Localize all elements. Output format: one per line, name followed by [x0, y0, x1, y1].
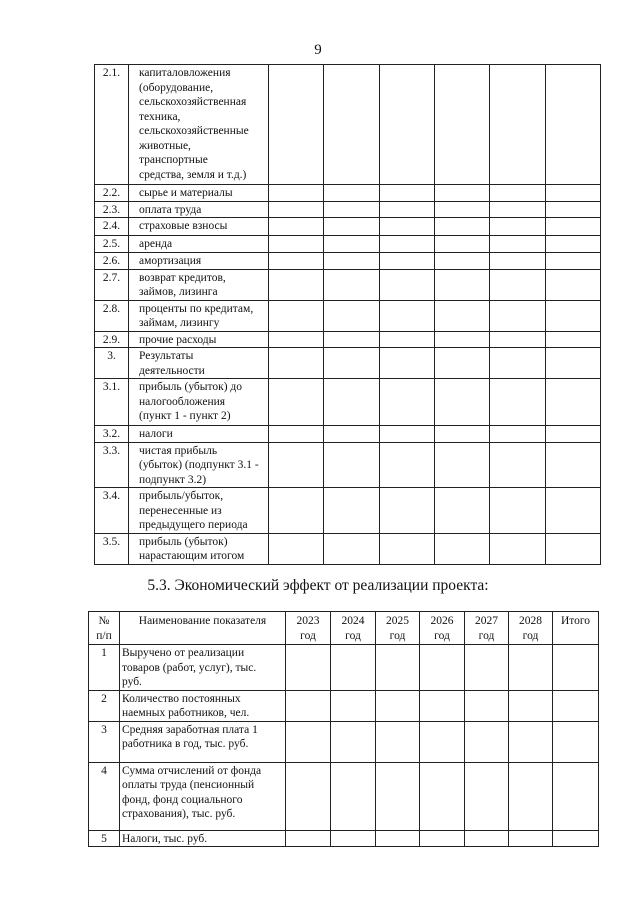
row-label-line: Налоги, тыс. руб.	[122, 832, 208, 845]
row-label-line: прочие расходы	[139, 333, 217, 346]
empty-cell	[269, 331, 324, 348]
empty-cell	[269, 218, 324, 236]
row-label-line: работника в год, тыс. руб.	[122, 738, 249, 750]
empty-cell	[546, 426, 601, 443]
row-number: 5	[89, 830, 120, 847]
header-year: 2026	[430, 615, 454, 627]
empty-cell	[380, 348, 435, 379]
row-label	[120, 645, 286, 691]
empty-cell	[324, 533, 380, 564]
row-number: 2.2.	[95, 185, 129, 202]
empty-cell	[380, 185, 435, 202]
table-row	[95, 185, 601, 202]
row-number: 2.7.	[95, 269, 129, 300]
empty-cell	[546, 218, 601, 236]
empty-cell	[465, 645, 509, 691]
empty-cell	[546, 201, 601, 218]
row-label-line: предыдущего периода	[139, 519, 248, 531]
empty-cell	[435, 442, 490, 488]
table-row	[95, 533, 601, 564]
empty-cell	[269, 533, 324, 564]
empty-cell	[380, 269, 435, 300]
empty-cell	[380, 533, 435, 564]
empty-cell	[490, 65, 546, 185]
empty-cell	[324, 488, 380, 534]
empty-cell	[465, 830, 509, 847]
table-row	[95, 488, 601, 534]
empty-cell	[376, 690, 420, 721]
empty-cell	[324, 269, 380, 300]
empty-cell	[490, 201, 546, 218]
empty-cell	[324, 426, 380, 443]
table-row	[89, 690, 599, 721]
empty-cell	[435, 379, 490, 426]
empty-cell	[380, 331, 435, 348]
empty-cell	[546, 253, 601, 270]
row-label	[129, 331, 269, 348]
empty-cell	[269, 379, 324, 426]
empty-cell	[435, 218, 490, 236]
row-number: 2.9.	[95, 331, 129, 348]
row-label	[129, 185, 269, 202]
row-number: 2.4.	[95, 218, 129, 236]
empty-cell	[324, 253, 380, 270]
empty-cell	[269, 348, 324, 379]
empty-cell	[380, 300, 435, 331]
empty-cell	[546, 300, 601, 331]
header-year: 2028	[519, 615, 542, 627]
empty-cell	[490, 426, 546, 443]
row-number: 3.	[95, 348, 129, 379]
empty-cell	[490, 218, 546, 236]
row-label	[129, 379, 269, 426]
empty-cell	[324, 185, 380, 202]
row-label	[120, 830, 286, 847]
empty-cell	[490, 379, 546, 426]
row-label-line: капиталовложения	[139, 67, 231, 79]
row-number: 3.4.	[95, 488, 129, 534]
empty-cell	[490, 488, 546, 534]
row-label-line: чистая прибыль	[139, 444, 218, 457]
page-number: 9	[314, 42, 322, 58]
row-label-line: фонд, фонд социального	[122, 793, 243, 806]
empty-cell	[420, 690, 465, 721]
row-label-line: наемных работников, чел.	[122, 707, 250, 719]
row-label-line: займам, лизингу	[139, 317, 220, 329]
empty-cell	[490, 253, 546, 270]
header-year: 2025	[386, 615, 409, 627]
empty-cell	[509, 762, 553, 830]
empty-cell	[269, 300, 324, 331]
empty-cell	[324, 236, 380, 253]
row-label-line: страховые взносы	[139, 220, 228, 232]
header-year-2025	[376, 612, 420, 645]
row-label-line: Сумма отчислений от фонда	[122, 764, 262, 777]
empty-cell	[286, 762, 331, 830]
table-row	[95, 253, 601, 270]
row-label-line: страхования), тыс. руб.	[122, 808, 236, 820]
empty-cell	[435, 236, 490, 253]
row-number: 3.3.	[95, 442, 129, 488]
empty-cell	[490, 236, 546, 253]
row-label-line: сельскохозяйственная	[139, 96, 247, 108]
row-label-line: товаров (работ, услуг), тыс.	[122, 661, 257, 674]
empty-cell	[465, 721, 509, 762]
empty-cell	[465, 690, 509, 721]
row-label-line: аренда	[139, 238, 173, 250]
economic-effect-table	[88, 611, 599, 847]
row-label-line: прибыль (убыток) до	[139, 381, 243, 393]
empty-cell	[286, 690, 331, 721]
row-label-line: транспортные	[139, 154, 208, 166]
row-label-line: сельскохозяйственные	[139, 125, 249, 137]
empty-cell	[435, 426, 490, 443]
header-year-2024	[331, 612, 376, 645]
row-label	[129, 201, 269, 218]
empty-cell	[376, 830, 420, 847]
row-number: 2.6.	[95, 253, 129, 270]
empty-cell	[490, 300, 546, 331]
row-label-line: перенесенные из	[139, 504, 222, 517]
row-label-line: (оборудование,	[139, 81, 214, 94]
row-number: 2.5.	[95, 236, 129, 253]
row-label-line: средства, земля и т.д.)	[139, 168, 247, 181]
row-label-line: возврат кредитов,	[139, 271, 226, 284]
row-label	[129, 426, 269, 443]
row-number: 3	[89, 721, 120, 762]
row-number: 3.1.	[95, 379, 129, 426]
row-label	[129, 218, 269, 236]
empty-cell	[553, 645, 599, 691]
empty-cell	[286, 830, 331, 847]
empty-cell	[380, 426, 435, 443]
row-number: 2	[89, 690, 120, 721]
empty-cell	[435, 201, 490, 218]
empty-cell	[269, 442, 324, 488]
table-row	[95, 331, 601, 348]
empty-cell	[331, 830, 376, 847]
empty-cell	[376, 762, 420, 830]
header-year-2027	[465, 612, 509, 645]
empty-cell	[553, 830, 599, 847]
row-number: 2.8.	[95, 300, 129, 331]
header-year-unit: год	[345, 629, 361, 642]
header-year: 2024	[341, 615, 365, 627]
empty-cell	[269, 201, 324, 218]
table-row	[95, 269, 601, 300]
header-year-unit: год	[434, 629, 450, 642]
row-label-line: Средняя заработная плата 1	[122, 723, 258, 736]
empty-cell	[546, 65, 601, 185]
section-subtitle: 5.3. Экономический эффект от реализации проекта:	[147, 577, 489, 594]
header-year: 2023	[296, 615, 320, 627]
empty-cell	[465, 762, 509, 830]
empty-cell	[269, 269, 324, 300]
row-label	[129, 488, 269, 534]
empty-cell	[435, 65, 490, 185]
empty-cell	[286, 645, 331, 691]
empty-cell	[546, 269, 601, 300]
row-label-line: прибыль/убыток,	[139, 490, 224, 502]
header-year-2023	[286, 612, 331, 645]
row-label	[129, 269, 269, 300]
table-row	[95, 236, 601, 253]
empty-cell	[420, 830, 465, 847]
empty-cell	[509, 830, 553, 847]
empty-cell	[546, 379, 601, 426]
table-row	[89, 645, 599, 691]
header-indicator-name: Наименование показателя	[120, 612, 286, 645]
empty-cell	[324, 65, 380, 185]
row-label	[129, 236, 269, 253]
empty-cell	[546, 533, 601, 564]
row-label-line: Выручено от реализации	[122, 647, 245, 659]
header-total: Итого	[553, 612, 599, 645]
row-label-line: прибыль (убыток)	[139, 535, 228, 548]
empty-cell	[380, 218, 435, 236]
empty-cell	[269, 236, 324, 253]
table-row	[89, 830, 599, 847]
empty-cell	[546, 331, 601, 348]
header-year-unit: год	[522, 629, 539, 642]
row-label-line: налоги	[139, 428, 173, 440]
empty-cell	[324, 201, 380, 218]
header-year-unit: год	[478, 629, 495, 642]
row-label	[120, 690, 286, 721]
row-label-line: нарастающим итогом	[139, 550, 245, 562]
empty-cell	[435, 533, 490, 564]
header-year-2026	[420, 612, 465, 645]
header-num-line: №	[98, 615, 110, 627]
row-label-line: проценты по кредитам,	[139, 302, 254, 315]
empty-cell	[324, 348, 380, 379]
table-row	[95, 379, 601, 426]
row-label-line: оплата труда	[139, 203, 202, 216]
empty-cell	[509, 721, 553, 762]
empty-cell	[490, 533, 546, 564]
table-row	[95, 65, 601, 185]
empty-cell	[435, 488, 490, 534]
table-row	[95, 218, 601, 236]
empty-cell	[380, 201, 435, 218]
header-year-2028	[509, 612, 553, 645]
row-label	[129, 442, 269, 488]
empty-cell	[269, 65, 324, 185]
empty-cell	[324, 218, 380, 236]
table-row	[95, 348, 601, 379]
empty-cell	[269, 185, 324, 202]
row-label-line: налогообложения	[139, 395, 226, 408]
empty-cell	[380, 65, 435, 185]
row-number: 3.5.	[95, 533, 129, 564]
empty-cell	[553, 721, 599, 762]
empty-cell	[553, 762, 599, 830]
empty-cell	[490, 269, 546, 300]
budget-table	[94, 64, 601, 565]
row-label-line: животные,	[139, 139, 191, 152]
empty-cell	[546, 185, 601, 202]
empty-cell	[546, 488, 601, 534]
row-label	[129, 348, 269, 379]
table-row	[89, 721, 599, 762]
empty-cell	[331, 645, 376, 691]
row-label-line: (убыток) (подпункт 3.1 -	[139, 459, 259, 471]
table-row	[95, 300, 601, 331]
table-row	[95, 201, 601, 218]
row-label-line: оплаты труда (пенсионный	[122, 779, 255, 791]
row-label	[120, 721, 286, 762]
empty-cell	[380, 442, 435, 488]
empty-cell	[376, 645, 420, 691]
empty-cell	[509, 690, 553, 721]
row-label-line: (пункт 1 - пункт 2)	[139, 410, 231, 422]
row-number: 3.2.	[95, 426, 129, 443]
empty-cell	[435, 269, 490, 300]
table-row	[95, 426, 601, 443]
header-row	[89, 612, 599, 645]
header-num-line: п/п	[96, 629, 112, 642]
table-row	[89, 762, 599, 830]
empty-cell	[331, 762, 376, 830]
empty-cell	[420, 762, 465, 830]
empty-cell	[324, 300, 380, 331]
empty-cell	[490, 442, 546, 488]
header-year-unit: год	[389, 629, 406, 642]
row-label-line: займов, лизинга	[139, 286, 218, 298]
header-num	[89, 612, 120, 645]
empty-cell	[509, 645, 553, 691]
empty-cell	[490, 348, 546, 379]
empty-cell	[286, 721, 331, 762]
empty-cell	[380, 379, 435, 426]
row-label-line: Результаты	[139, 350, 194, 362]
empty-cell	[324, 331, 380, 348]
row-number: 4	[89, 762, 120, 830]
empty-cell	[324, 442, 380, 488]
empty-cell	[269, 253, 324, 270]
row-label-line: подпункт 3.2)	[139, 473, 207, 486]
empty-cell	[435, 253, 490, 270]
empty-cell	[420, 721, 465, 762]
empty-cell	[331, 690, 376, 721]
empty-cell	[269, 426, 324, 443]
row-label-line: техника,	[139, 110, 181, 123]
header-year: 2027	[475, 615, 498, 627]
empty-cell	[376, 721, 420, 762]
empty-cell	[546, 348, 601, 379]
row-label	[129, 300, 269, 331]
row-number: 2.3.	[95, 201, 129, 218]
empty-cell	[331, 721, 376, 762]
table-row	[95, 442, 601, 488]
empty-cell	[546, 442, 601, 488]
empty-cell	[546, 236, 601, 253]
empty-cell	[435, 185, 490, 202]
row-label-line: руб.	[122, 676, 142, 688]
row-label-line: сырье и материалы	[139, 187, 233, 199]
empty-cell	[324, 379, 380, 426]
empty-cell	[435, 300, 490, 331]
empty-cell	[420, 645, 465, 691]
row-number: 1	[89, 645, 120, 691]
row-number: 2.1.	[95, 65, 129, 185]
row-label	[129, 253, 269, 270]
empty-cell	[553, 690, 599, 721]
row-label	[120, 762, 286, 830]
row-label-line: Количество постоянных	[122, 692, 241, 705]
empty-cell	[435, 348, 490, 379]
empty-cell	[269, 488, 324, 534]
header-year-unit: год	[300, 629, 316, 642]
empty-cell	[380, 488, 435, 534]
empty-cell	[380, 236, 435, 253]
row-label	[129, 65, 269, 185]
row-label	[129, 533, 269, 564]
row-label-line: амортизация	[139, 255, 202, 267]
empty-cell	[490, 331, 546, 348]
empty-cell	[380, 253, 435, 270]
row-label-line: деятельности	[139, 364, 205, 377]
empty-cell	[490, 185, 546, 202]
empty-cell	[435, 331, 490, 348]
